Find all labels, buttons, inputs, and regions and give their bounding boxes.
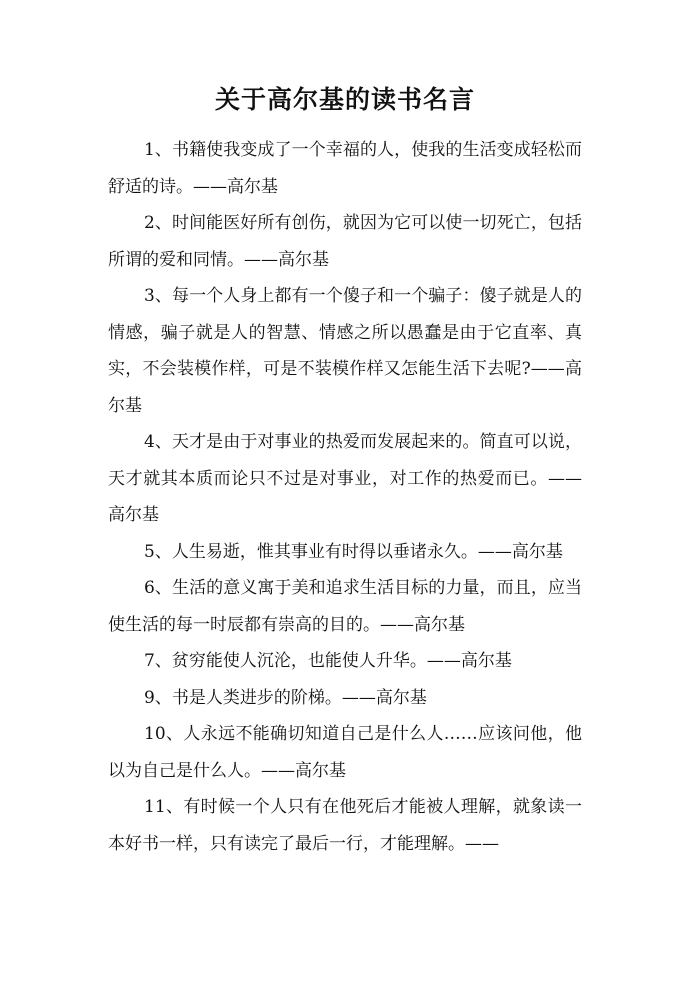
quote-paragraph: 5、人生易逝，惟其事业有时得以垂诸永久。——高尔基 (144, 541, 563, 562)
quote-paragraph: 11、有时候一个人只有在他死后才能被人理解，就象读一本好书一样，只有读完了最后一行，才能理解。—— (108, 797, 582, 854)
quote-paragraph: 6、生活的意义寓于美和追求生活目标的力量，而且，应当使生活的每一时辰都有崇高的目的。——高尔基 (108, 578, 582, 635)
quote-paragraph: 3、每一个人身上都有一个傻子和一个骗子：傻子就是人的情感，骗子就是人的智慧、情感之所以愚蠢是由于它直率、真实，不会装模作样，可是不装模作样又怎能生活下去呢?——高尔基 (108, 286, 582, 416)
quote-paragraph: 4、天才是由于对事业的热爱而发展起来的。简直可以说，天才就其本质而论只不过是对事业，对工作的热爱而已。——高尔基 (108, 432, 582, 525)
quote-paragraph: 2、时间能医好所有创伤，就因为它可以使一切死亡，包括所谓的爱和同情。——高尔基 (108, 213, 582, 270)
quote-paragraph: 1、书籍使我变成了一个幸福的人，使我的生活变成轻松而舒适的诗。——高尔基 (108, 140, 582, 197)
document-title: 关于高尔基的读书名言 (214, 85, 475, 114)
quote-paragraph: 10、人永远不能确切知道自己是什么人……应该问他，他以为自己是什么人。——高尔基 (108, 724, 582, 781)
quote-paragraph: 9、书是人类进步的阶梯。——高尔基 (144, 687, 427, 708)
quote-paragraph: 7、贫穷能使人沉沦，也能使人升华。——高尔基 (144, 651, 512, 671)
